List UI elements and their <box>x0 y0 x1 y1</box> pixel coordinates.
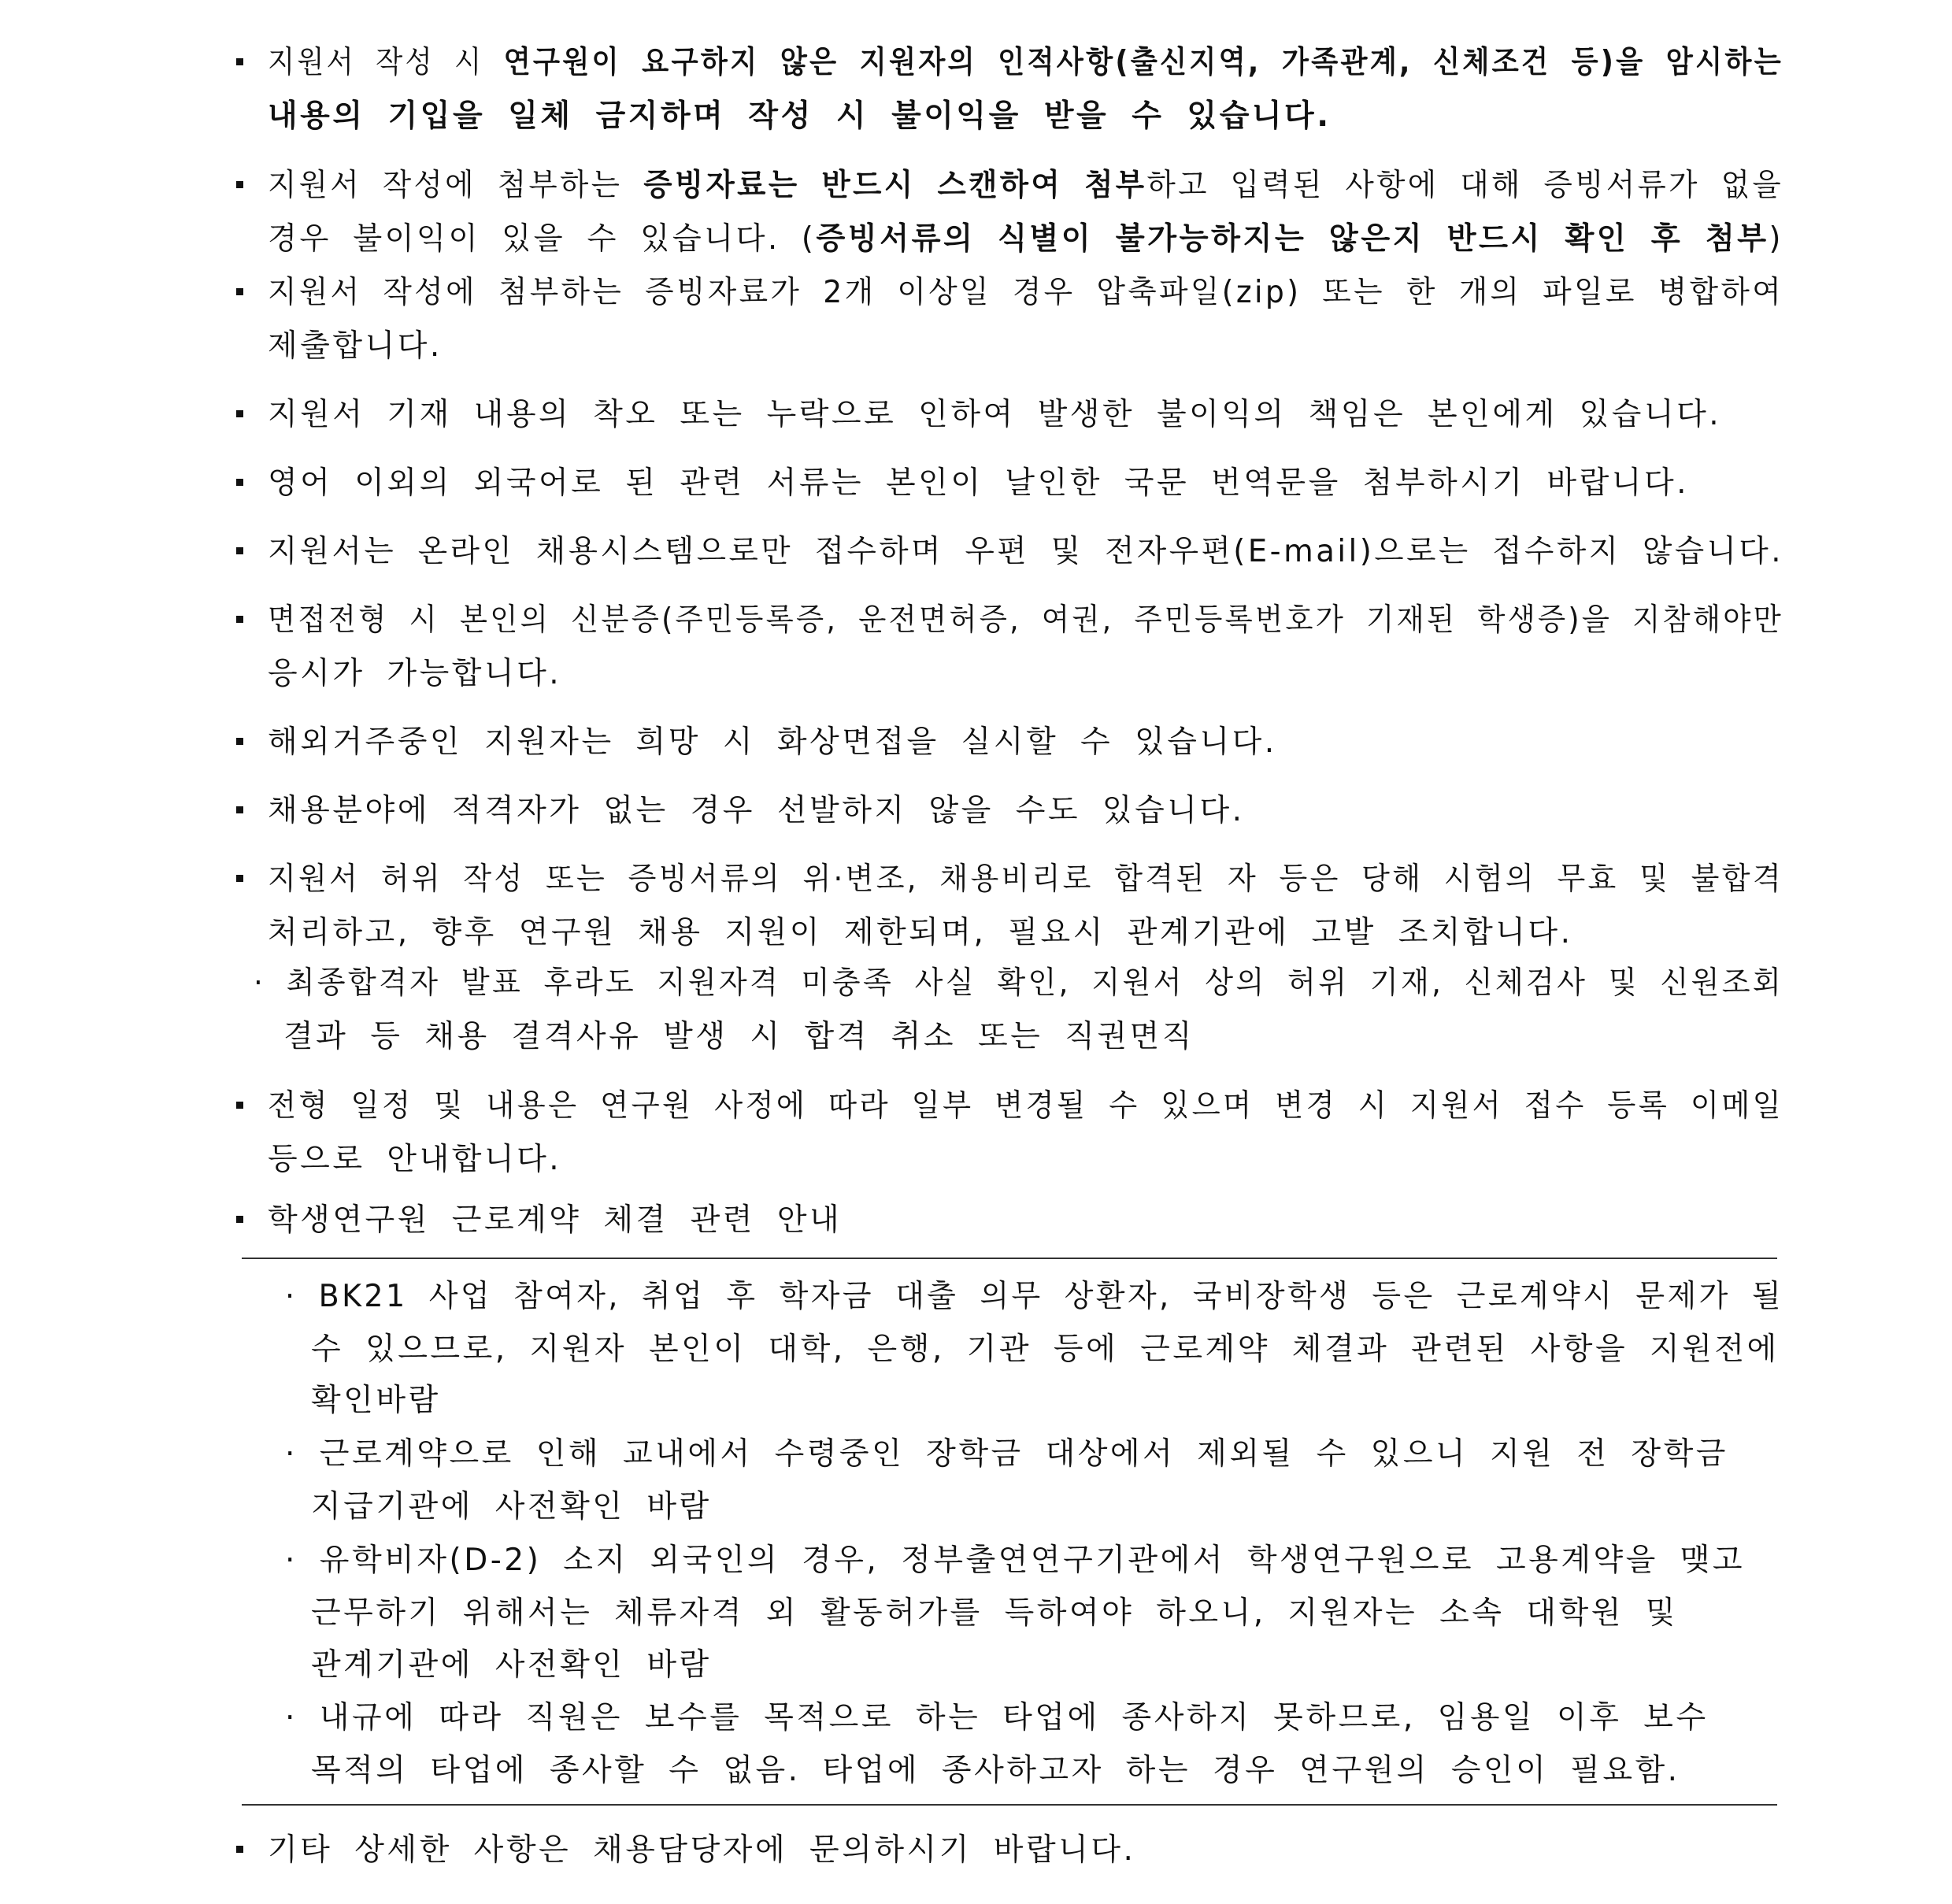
square-bullet-icon <box>236 181 243 188</box>
notice-line <box>268 222 1783 257</box>
notice-line: 등으로 안내합니다. <box>268 1142 562 1177</box>
box-note-line: 수 있으므로, 지원자 본인이 대학, 은행, 기관 등에 근로계약 체결과 관련된 사항을 지원전에 <box>311 1332 1780 1367</box>
notice-line: 지원서 작성에 첨부하는 증빙자료가 2개 이상일 경우 압축파일(zip) 또는 한 개의 파일로 병합하여 <box>268 275 1784 310</box>
notice-line: 기타 상세한 사항은 채용담당자에 문의하시기 바랍니다. <box>268 1832 1136 1868</box>
notice-line: 지원서 기재 내용의 착오 또는 누락으로 인하여 발생한 불이익의 책임은 본인에게 있습니다. <box>268 397 1722 432</box>
box-note-line: · 내규에 따라 직원은 보수를 목적으로 하는 타업에 종사하지 못하므로, 임용일 이후 보수 <box>285 1700 1709 1735</box>
box-note-line: · 근로계약으로 인해 교내에서 수령중인 장학금 대상에서 제외될 수 있으니 지원 전 장학금 <box>285 1436 1728 1472</box>
square-bullet-icon <box>236 1102 243 1109</box>
square-bullet-icon <box>236 806 243 813</box>
notice-line <box>268 46 1783 80</box>
square-bullet-icon <box>236 875 243 882</box>
notice-text: ) <box>1769 221 1783 257</box>
box-note-line: 확인바람 <box>311 1383 441 1418</box>
box-note-line: · 유학비자(D-2) 소지 외국인의 경우, 정부출연연구기관에서 학생연구원으로 고용계약을 맺고 <box>285 1543 1746 1578</box>
square-bullet-icon <box>236 616 243 623</box>
notice-bold-text: 증빙자료는 반드시 스캔하여 첨부 <box>643 168 1147 203</box>
square-bullet-icon <box>236 410 243 417</box>
notice-line: 해외거주중인 지원자는 희망 시 화상면접을 실시할 수 있습니다. <box>268 724 1277 760</box>
box-bottom-rule <box>242 1804 1777 1806</box>
notice-line: 지원서 허위 작성 또는 증빙서류의 위·변조, 채용비리로 합격된 자 등은 당해 시험의 무효 및 불합격 <box>268 861 1783 897</box>
box-note-line: 근무하기 위해서는 체류자격 외 활동허가를 득하여야 하오니, 지원자는 소속 대학원 및 <box>311 1595 1678 1631</box>
box-top-rule <box>242 1258 1777 1259</box>
notice-bold-text: 증빙서류의 식별이 불가능하지는 않은지 반드시 확인 후 첨부 <box>816 221 1769 257</box>
notice-line: 학생연구원 근로계약 체결 관련 안내 <box>268 1202 843 1238</box>
notice-text: 하고 입력된 사항에 대해 증빙서류가 없을 <box>1146 168 1784 203</box>
notice-line: 면접전형 시 본인의 신분증(주민등록증, 운전면허증, 여권, 주민등록번호가 기재된 학생증)을 지참해야만 <box>268 602 1784 638</box>
notice-line: 채용분야에 적격자가 없는 경우 선발하지 않을 수도 있습니다. <box>268 793 1245 828</box>
sub-note-line: 결과 등 채용 결격사유 발생 시 합격 취소 또는 직권면직 <box>283 1019 1195 1054</box>
notice-line: 처리하고, 향후 연구원 채용 지원이 제한되며, 필요시 관계기관에 고발 조치합니다. <box>268 915 1573 950</box>
notice-line <box>268 169 1783 203</box>
square-bullet-icon <box>236 738 243 745</box>
notice-line: 영어 이외의 외국어로 된 관련 서류는 본인이 날인한 국문 번역문을 첨부하시기 바랍니다. <box>268 465 1690 501</box>
notice-line: 응시가 가능합니다. <box>268 656 562 691</box>
notice-line: 내용의 기입을 일체 금지하며 작성 시 불이익을 받을 수 있습니다. <box>268 98 1332 134</box>
box-note-line: 목적의 타업에 종사할 수 없음. 타업에 종사하고자 하는 경우 연구원의 승인이 필요함. <box>311 1753 1680 1788</box>
square-bullet-icon <box>236 288 243 295</box>
square-bullet-icon <box>236 58 243 65</box>
notice-text: 경우 불이익이 있을 수 있습니다. ( <box>268 221 817 257</box>
notice-line: 전형 일정 및 내용은 연구원 사정에 따라 일부 변경될 수 있으며 변경 시 지원서 접수 등록 이메일 <box>268 1088 1784 1124</box>
notice-bold-text: 연구원이 요구하지 않은 지원자의 인적사항(출신지역, 가족관계, 신체조건 등)을 암시하는 <box>503 45 1783 80</box>
notice-text: 지원서 작성 시 <box>268 45 504 80</box>
box-note-line: 관계기관에 사전확인 바람 <box>311 1647 712 1683</box>
notice-text: 지원서 작성에 첨부하는 <box>268 168 644 203</box>
square-bullet-icon <box>236 1846 243 1853</box>
notice-line: 제출합니다. <box>268 328 443 364</box>
notice-line: 지원서는 온라인 채용시스템으로만 접수하며 우편 및 전자우편(E-mail)으로는 접수하지 않습니다. <box>268 534 1783 569</box>
square-bullet-icon <box>236 547 243 554</box>
square-bullet-icon <box>236 1216 243 1223</box>
sub-note-line: · 최종합격자 발표 후라도 지원자격 미충족 사실 확인, 지원서 상의 허위 기재, 신체검사 및 신원조회 <box>254 965 1784 1001</box>
box-note-line: 지급기관에 사전확인 바람 <box>311 1489 712 1524</box>
square-bullet-icon <box>236 479 243 486</box>
box-note-line: · BK21 사업 참여자, 취업 후 학자금 대출 의무 상환자, 국비장학생 등은 근로계약시 문제가 될 <box>285 1279 1783 1314</box>
